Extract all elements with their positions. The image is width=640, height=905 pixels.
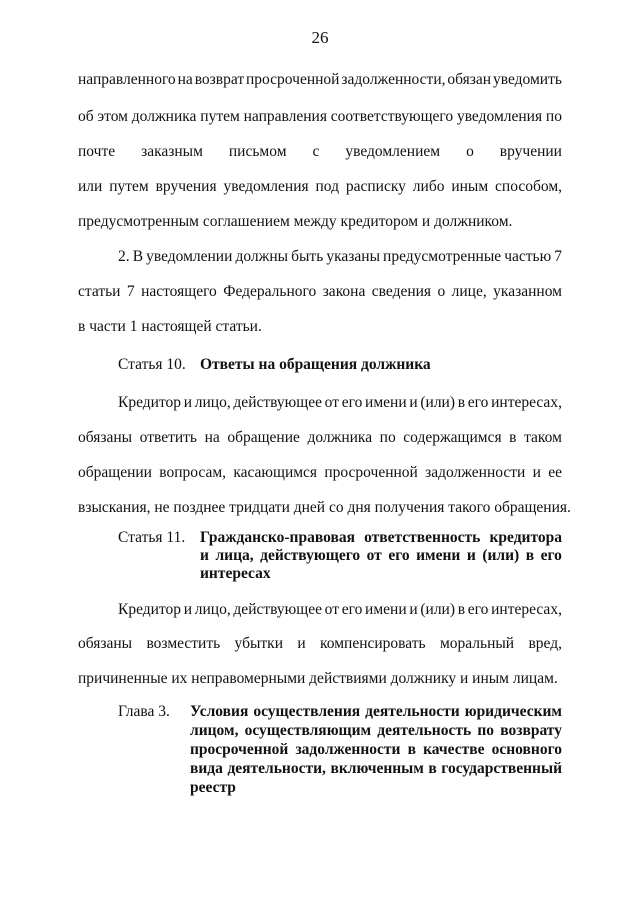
word: по bbox=[477, 722, 495, 739]
word: 7 bbox=[126, 283, 135, 300]
paragraph-line bbox=[78, 70, 562, 90]
word: его bbox=[540, 547, 562, 564]
word: имени bbox=[365, 601, 407, 618]
word: почте bbox=[78, 143, 116, 160]
word: статьи bbox=[78, 283, 121, 300]
word: вручения bbox=[155, 178, 217, 195]
paragraph-line bbox=[78, 282, 562, 302]
word: обращение bbox=[227, 429, 300, 446]
word: 7 bbox=[554, 248, 562, 265]
word: просроченной bbox=[324, 464, 418, 481]
word: вида bbox=[190, 760, 223, 777]
word: по bbox=[545, 108, 562, 125]
paragraph-line bbox=[78, 634, 562, 654]
word: действующее bbox=[233, 394, 322, 411]
paragraph-line bbox=[118, 600, 562, 620]
word: его bbox=[341, 394, 363, 411]
article-11-title-line: интересах bbox=[200, 565, 271, 582]
word: в bbox=[457, 394, 466, 411]
word: его bbox=[467, 601, 489, 618]
word: расписку bbox=[345, 178, 406, 195]
word: должника bbox=[307, 429, 373, 446]
word: быть bbox=[291, 248, 324, 265]
word: и bbox=[297, 635, 306, 652]
word: в bbox=[525, 547, 535, 564]
word: закона bbox=[322, 283, 366, 300]
paragraph-line: причиненные их неправомерными действиями должнику и иным лицам. bbox=[78, 670, 558, 687]
word: иным bbox=[451, 178, 489, 195]
word: заказным bbox=[141, 143, 203, 160]
word: вопросам, bbox=[159, 464, 227, 481]
word: о bbox=[466, 143, 474, 160]
word: и bbox=[183, 394, 193, 411]
word: задолженности bbox=[425, 464, 526, 481]
paragraph-line: предусмотренным соглашением между кредитором и должником. bbox=[78, 213, 513, 230]
word: лицо, bbox=[194, 601, 231, 618]
word: интересах, bbox=[491, 601, 562, 618]
article-10-label: Статья 10. bbox=[118, 356, 186, 373]
word: в bbox=[428, 760, 437, 777]
word: компенсировать bbox=[320, 635, 426, 652]
paragraph-line bbox=[78, 428, 562, 448]
word: имени bbox=[416, 547, 461, 564]
word: 2. bbox=[118, 248, 130, 265]
word: направления bbox=[243, 108, 327, 125]
word: деятельности, bbox=[227, 760, 326, 777]
paragraph-line bbox=[78, 107, 562, 127]
word: от bbox=[324, 394, 339, 411]
word: моральный bbox=[439, 635, 515, 652]
word: обязаны bbox=[78, 429, 133, 446]
word: и bbox=[183, 601, 193, 618]
word: ее bbox=[548, 464, 562, 481]
word: ответственность bbox=[364, 529, 481, 546]
word: возврат bbox=[194, 71, 245, 88]
word: просроченной bbox=[246, 71, 340, 88]
word: уведомления bbox=[456, 108, 543, 125]
word: обязан bbox=[447, 71, 492, 88]
word: на bbox=[204, 429, 220, 446]
word: от bbox=[324, 601, 339, 618]
word: Гражданско-правовая bbox=[200, 529, 355, 546]
word: предусмотренные bbox=[383, 248, 502, 265]
word: его bbox=[341, 601, 363, 618]
word: на bbox=[177, 71, 193, 88]
word: лица, bbox=[215, 547, 254, 564]
word: его bbox=[388, 547, 410, 564]
word: частью bbox=[504, 248, 552, 265]
word: сведения bbox=[371, 283, 432, 300]
word: обращении bbox=[78, 464, 152, 481]
page-number: 26 bbox=[311, 28, 329, 47]
article-11-title-line bbox=[200, 528, 562, 548]
word: (или) bbox=[420, 394, 456, 411]
word: убытки bbox=[234, 635, 283, 652]
chapter-3-title-line bbox=[190, 740, 562, 760]
word: лицо, bbox=[194, 394, 231, 411]
word: (или) bbox=[482, 547, 520, 564]
word: Условия bbox=[190, 703, 249, 720]
word: и bbox=[409, 601, 418, 618]
word: возместить bbox=[146, 635, 221, 652]
word: путем bbox=[200, 108, 240, 125]
chapter-3-title-line bbox=[190, 759, 562, 779]
word: его bbox=[467, 394, 489, 411]
article-10-title: Ответы на обращения должника bbox=[200, 356, 431, 373]
word: лице, bbox=[451, 283, 487, 300]
word: осуществления bbox=[253, 703, 361, 720]
word: таком bbox=[524, 429, 562, 446]
chapter-3-title-line bbox=[190, 702, 562, 722]
word: задолженности bbox=[295, 741, 401, 758]
word: и bbox=[466, 547, 476, 564]
word: (или) bbox=[420, 601, 456, 618]
chapter-3-title-line bbox=[190, 721, 562, 741]
paragraph-line bbox=[78, 177, 562, 197]
word: с bbox=[312, 143, 320, 160]
word: этом bbox=[97, 108, 128, 125]
word: в bbox=[407, 741, 416, 758]
word: об bbox=[78, 108, 94, 125]
word: содержащимся bbox=[403, 429, 502, 446]
chapter-3-title-line: реестр bbox=[190, 779, 236, 796]
word: указаны bbox=[326, 248, 380, 265]
word: способом, bbox=[495, 178, 562, 195]
word: направленного bbox=[78, 71, 176, 88]
word: В bbox=[132, 248, 144, 265]
article-11-title-line bbox=[200, 546, 562, 566]
word: вред, bbox=[528, 635, 562, 652]
word: уведомлении bbox=[146, 248, 233, 265]
word: письмом bbox=[228, 143, 287, 160]
word: уведомления bbox=[223, 178, 309, 195]
article-11-label: Статья 11. bbox=[118, 529, 186, 546]
word: Федерального bbox=[223, 283, 317, 300]
word: просроченной bbox=[190, 741, 289, 758]
word: лицом, bbox=[190, 722, 239, 739]
word: обязаны bbox=[78, 635, 133, 652]
word: указанном bbox=[493, 283, 562, 300]
word: и bbox=[200, 547, 209, 564]
word: или bbox=[78, 178, 103, 195]
word: осуществляющим bbox=[244, 722, 372, 739]
word: действующее bbox=[233, 601, 322, 618]
word: Кредитор bbox=[118, 394, 182, 411]
word: государственный bbox=[441, 760, 562, 777]
word: настоящего bbox=[141, 283, 217, 300]
word: деятельность bbox=[377, 722, 472, 739]
word: уведомить bbox=[493, 71, 562, 88]
chapter-3-label: Глава 3. bbox=[118, 703, 170, 720]
word: от bbox=[366, 547, 382, 564]
word: и bbox=[409, 394, 418, 411]
word: касающимся bbox=[233, 464, 318, 481]
word: действующего bbox=[260, 547, 361, 564]
word: путем bbox=[109, 178, 149, 195]
word: имени bbox=[365, 394, 407, 411]
paragraph-line bbox=[118, 393, 562, 413]
word: деятельности bbox=[365, 703, 460, 720]
word: должны bbox=[235, 248, 289, 265]
word: основного bbox=[491, 741, 562, 758]
paragraph-line bbox=[78, 142, 562, 162]
word: под bbox=[315, 178, 339, 195]
word: Кредитор bbox=[118, 601, 182, 618]
word: либо bbox=[412, 178, 445, 195]
word: в bbox=[509, 429, 517, 446]
paragraph-line: в части 1 настоящей статьи. bbox=[78, 318, 262, 335]
paragraph-line bbox=[118, 247, 562, 267]
word: кредитора bbox=[489, 529, 562, 546]
word: соответствующего bbox=[330, 108, 454, 125]
word: интересах, bbox=[491, 394, 562, 411]
word: включенным bbox=[330, 760, 424, 777]
word: ответить bbox=[139, 429, 197, 446]
paragraph-line: взыскания, не позднее тридцати дней со дня получения такого обращения. bbox=[78, 499, 571, 516]
word: качестве bbox=[423, 741, 485, 758]
word: о bbox=[437, 283, 446, 300]
word: по bbox=[379, 429, 396, 446]
word: уведомлением bbox=[345, 143, 441, 160]
word: возврату bbox=[500, 722, 562, 739]
word: должника bbox=[131, 108, 197, 125]
word: юридическим bbox=[464, 703, 562, 720]
word: и bbox=[532, 464, 541, 481]
word: задолженности, bbox=[341, 71, 446, 88]
word: вручении bbox=[499, 143, 562, 160]
paragraph-line bbox=[78, 463, 562, 483]
word: в bbox=[457, 601, 466, 618]
